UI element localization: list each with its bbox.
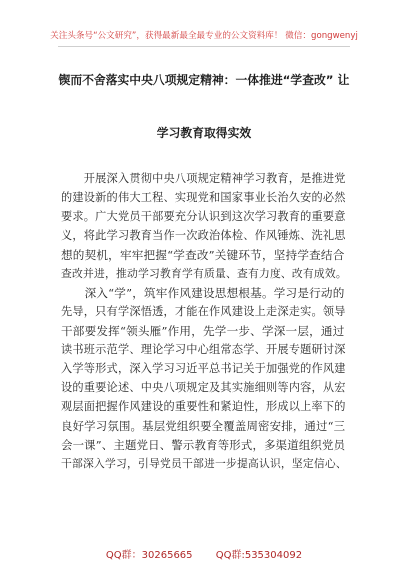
body-line: 查改并进，推动学习教育学有质量、查有力度、改有成效。 [61, 267, 347, 280]
document-title-line-2: 学习教育取得实效 [156, 126, 252, 140]
body-line: 想的契机，牢牢把握“学查改”关键环节，坚持学查结合 [61, 248, 345, 262]
footer-qq-group-2: QQ群:535304092 [215, 550, 303, 561]
body-line: 义，将此学习教育当作一次政治体检、作风锤炼、洗礼思 [61, 229, 346, 242]
body-line: 读书班示范学、理论学习中心组常态学、开展专题研讨深 [61, 343, 346, 356]
body-line: 先导，只有学深悟透，才能在作风建设上走深走实。领导 [61, 305, 346, 318]
body-line: 深入“学”，筑牢作风建设思想根基。学习是行动的 [61, 286, 345, 300]
body-line: 会一课”、主题党日、警示教育等形式，多渠道组织党员 [61, 438, 346, 452]
body-line: 干部要发挥“领头雁”作用，先学一步、学深一层，通过 [61, 324, 345, 338]
document-title-line-1: 锲而不舍落实中央八项规定精神：一体推进“学查改” 让 [58, 73, 350, 87]
body-line: 要求。广大党员干部要充分认识到这次学习教育的重要意 [61, 210, 346, 223]
body-line: 设的重要论述、中央八项规定及其实施细则等内容，从宏 [61, 381, 346, 394]
body-line: 干部深入学习，引导党员干部进一步提高认识，坚定信心、 [61, 457, 347, 470]
footer-qq-group-1: QQ群：30265665 [105, 550, 193, 561]
body-line: 良好学习氛围。基层党组织要全覆盖周密安排，通过“三 [61, 419, 346, 433]
body-line: 观层面把握作风建设的重要性和紧迫性，形成以上率下的 [61, 400, 346, 413]
body-line: 入学等形式，深入学习习近平总书记关于加强党的作风建 [61, 362, 346, 375]
body-line: 开展深入贯彻中央八项规定精神学习教育，是推进党 [61, 172, 346, 185]
body-line: 的建设新的伟大工程、实现党和国家事业长治久安的必然 [61, 191, 346, 204]
footer-contact [0, 546, 408, 561]
header-divider [58, 46, 350, 47]
header-promo-text: 关注头条号“公文研究”，获得最新最全最专业的公文资料库！ 微信：gongwenyj [50, 31, 358, 41]
